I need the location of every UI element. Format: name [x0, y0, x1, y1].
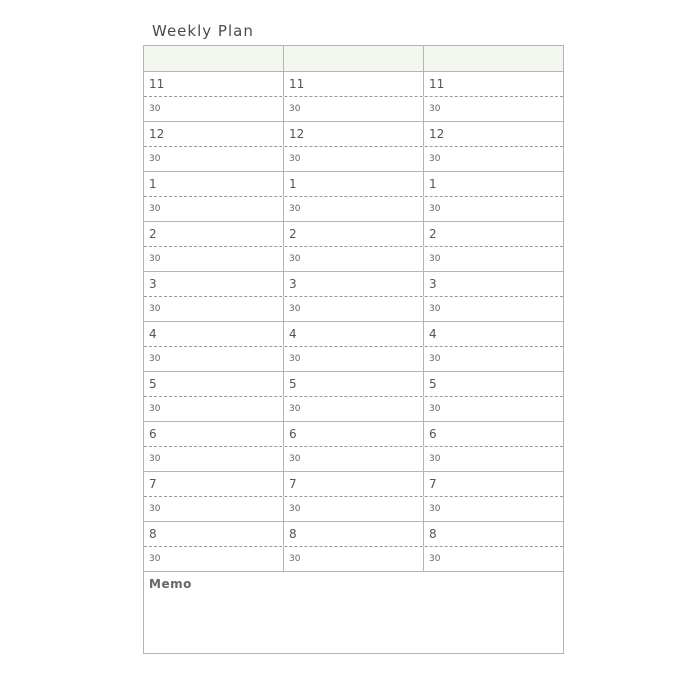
memo-label: Memo: [149, 577, 192, 591]
planner-grid: [143, 45, 564, 654]
half-hour-slot-cell[interactable]: [424, 247, 563, 271]
half-hour-slot-row: [144, 197, 563, 221]
hour-block: [144, 122, 563, 172]
half-hour-slot-cell[interactable]: [284, 347, 424, 371]
half-hour-label: 30: [289, 204, 301, 214]
half-hour-label: 30: [149, 404, 161, 414]
hour-block: [144, 372, 563, 422]
hour-label: 11: [149, 77, 165, 91]
hour-label: 3: [429, 277, 437, 291]
hour-slot-cell[interactable]: [144, 272, 284, 296]
hour-slot-cell[interactable]: [424, 322, 563, 346]
hour-label: 6: [429, 427, 437, 441]
hour-label: 2: [149, 227, 157, 241]
hour-slot-cell[interactable]: [144, 72, 284, 96]
hour-slot-cell[interactable]: [284, 472, 424, 496]
hour-label: 12: [429, 127, 445, 141]
half-hour-label: 30: [429, 254, 441, 264]
half-hour-label: 30: [289, 304, 301, 314]
half-hour-label: 30: [149, 204, 161, 214]
hour-slot-row: [144, 72, 563, 97]
hour-slot-cell[interactable]: [424, 472, 563, 496]
half-hour-slot-cell[interactable]: [144, 397, 284, 421]
hour-label: 3: [289, 277, 297, 291]
hour-slot-cell[interactable]: [424, 372, 563, 396]
hour-slot-cell[interactable]: [284, 222, 424, 246]
hour-slot-cell[interactable]: [284, 172, 424, 196]
day-header-row: [144, 46, 563, 72]
hour-block: [144, 172, 563, 222]
hour-label: 2: [289, 227, 297, 241]
half-hour-label: 30: [149, 304, 161, 314]
hour-label: 7: [289, 477, 297, 491]
half-hour-label: 30: [149, 554, 161, 564]
hour-slot-cell[interactable]: [144, 522, 284, 546]
hour-label: 7: [429, 477, 437, 491]
hour-slot-cell[interactable]: [284, 272, 424, 296]
hour-slot-cell[interactable]: [144, 422, 284, 446]
hour-slot-cell[interactable]: [284, 522, 424, 546]
hour-slot-row: [144, 372, 563, 397]
hour-label: 7: [149, 477, 157, 491]
hour-block: [144, 522, 563, 572]
page-title: Weekly Plan: [152, 22, 254, 40]
hour-slot-cell[interactable]: [424, 72, 563, 96]
half-hour-label: 30: [429, 404, 441, 414]
memo-area[interactable]: [144, 572, 563, 654]
hour-slot-cell[interactable]: [284, 122, 424, 146]
hour-slot-cell[interactable]: [144, 472, 284, 496]
half-hour-label: 30: [429, 504, 441, 514]
half-hour-slot-cell[interactable]: [284, 297, 424, 321]
hour-slot-row: [144, 272, 563, 297]
hour-slot-row: [144, 172, 563, 197]
hour-label: 8: [149, 527, 157, 541]
half-hour-label: 30: [149, 254, 161, 264]
hour-slot-cell[interactable]: [144, 322, 284, 346]
half-hour-label: 30: [429, 204, 441, 214]
hour-block: [144, 72, 563, 122]
half-hour-label: 30: [429, 554, 441, 564]
hour-slot-row: [144, 522, 563, 547]
hour-block: [144, 222, 563, 272]
hour-slot-cell[interactable]: [424, 222, 563, 246]
half-hour-label: 30: [289, 354, 301, 364]
hour-slot-row: [144, 122, 563, 147]
half-hour-slot-cell[interactable]: [424, 97, 563, 121]
hour-slot-cell[interactable]: [284, 372, 424, 396]
half-hour-slot-row: [144, 247, 563, 271]
half-hour-slot-cell[interactable]: [284, 97, 424, 121]
half-hour-slot-cell[interactable]: [424, 197, 563, 221]
hour-label: 1: [149, 177, 157, 191]
half-hour-slot-cell[interactable]: [424, 547, 563, 571]
half-hour-slot-row: [144, 497, 563, 521]
hour-slot-cell[interactable]: [424, 122, 563, 146]
half-hour-label: 30: [289, 154, 301, 164]
half-hour-slot-row: [144, 297, 563, 321]
half-hour-slot-row: [144, 97, 563, 121]
hour-label: 4: [429, 327, 437, 341]
half-hour-slot-cell[interactable]: [284, 547, 424, 571]
half-hour-label: 30: [289, 504, 301, 514]
hour-slot-row: [144, 472, 563, 497]
half-hour-slot-row: [144, 397, 563, 421]
day-header-cell[interactable]: [284, 46, 424, 71]
half-hour-slot-cell[interactable]: [144, 447, 284, 471]
hour-slot-cell[interactable]: [424, 172, 563, 196]
half-hour-slot-cell[interactable]: [424, 147, 563, 171]
half-hour-slot-cell[interactable]: [144, 347, 284, 371]
half-hour-label: 30: [429, 154, 441, 164]
hour-slot-cell[interactable]: [144, 372, 284, 396]
half-hour-label: 30: [289, 254, 301, 264]
hour-label: 1: [289, 177, 297, 191]
half-hour-label: 30: [289, 554, 301, 564]
hour-slot-cell[interactable]: [144, 122, 284, 146]
half-hour-slot-cell[interactable]: [144, 247, 284, 271]
hour-label: 5: [289, 377, 297, 391]
half-hour-slot-cell[interactable]: [284, 247, 424, 271]
hour-slot-cell[interactable]: [424, 522, 563, 546]
half-hour-slot-cell[interactable]: [144, 147, 284, 171]
half-hour-slot-cell[interactable]: [144, 97, 284, 121]
hour-slot-row: [144, 422, 563, 447]
half-hour-slot-cell[interactable]: [284, 447, 424, 471]
half-hour-label: 30: [149, 104, 161, 114]
half-hour-slot-cell[interactable]: [144, 497, 284, 521]
hour-label: 3: [149, 277, 157, 291]
day-header-cell[interactable]: [144, 46, 284, 71]
half-hour-label: 30: [149, 154, 161, 164]
half-hour-label: 30: [429, 354, 441, 364]
half-hour-slot-cell[interactable]: [424, 447, 563, 471]
half-hour-label: 30: [149, 504, 161, 514]
day-header-cell[interactable]: [424, 46, 563, 71]
hour-block: [144, 422, 563, 472]
hour-slot-cell[interactable]: [284, 322, 424, 346]
half-hour-label: 30: [289, 104, 301, 114]
half-hour-slot-cell[interactable]: [424, 297, 563, 321]
hour-label: 12: [289, 127, 305, 141]
hour-block: [144, 322, 563, 372]
hour-block: [144, 272, 563, 322]
half-hour-slot-row: [144, 447, 563, 471]
hour-label: 1: [429, 177, 437, 191]
half-hour-slot-cell[interactable]: [144, 297, 284, 321]
half-hour-slot-cell[interactable]: [144, 547, 284, 571]
hour-label: 6: [149, 427, 157, 441]
hour-label: 11: [289, 77, 305, 91]
hour-slot-cell[interactable]: [284, 72, 424, 96]
half-hour-slot-cell[interactable]: [284, 147, 424, 171]
half-hour-slot-cell[interactable]: [284, 497, 424, 521]
half-hour-slot-row: [144, 147, 563, 171]
hour-label: 4: [149, 327, 157, 341]
hour-slot-row: [144, 222, 563, 247]
half-hour-label: 30: [289, 454, 301, 464]
half-hour-label: 30: [429, 104, 441, 114]
half-hour-slot-cell[interactable]: [284, 397, 424, 421]
hour-slot-cell[interactable]: [424, 272, 563, 296]
hour-label: 8: [289, 527, 297, 541]
half-hour-slot-cell[interactable]: [424, 497, 563, 521]
half-hour-label: 30: [149, 454, 161, 464]
hour-block: [144, 472, 563, 522]
hour-label: 5: [149, 377, 157, 391]
half-hour-label: 30: [429, 454, 441, 464]
hour-label: 4: [289, 327, 297, 341]
half-hour-slot-row: [144, 347, 563, 371]
hour-slot-cell[interactable]: [144, 222, 284, 246]
hour-slot-row: [144, 322, 563, 347]
half-hour-slot-cell[interactable]: [284, 197, 424, 221]
hour-label: 5: [429, 377, 437, 391]
hour-blocks: [144, 72, 563, 572]
half-hour-label: 30: [149, 354, 161, 364]
half-hour-slot-cell[interactable]: [144, 197, 284, 221]
hour-label: 8: [429, 527, 437, 541]
hour-label: 2: [429, 227, 437, 241]
hour-label: 6: [289, 427, 297, 441]
hour-label: 12: [149, 127, 165, 141]
half-hour-slot-row: [144, 547, 563, 571]
hour-label: 11: [429, 77, 445, 91]
half-hour-slot-cell[interactable]: [424, 347, 563, 371]
half-hour-label: 30: [429, 304, 441, 314]
hour-slot-cell[interactable]: [424, 422, 563, 446]
hour-slot-cell[interactable]: [144, 172, 284, 196]
half-hour-slot-cell[interactable]: [424, 397, 563, 421]
half-hour-label: 30: [289, 404, 301, 414]
hour-slot-cell[interactable]: [284, 422, 424, 446]
